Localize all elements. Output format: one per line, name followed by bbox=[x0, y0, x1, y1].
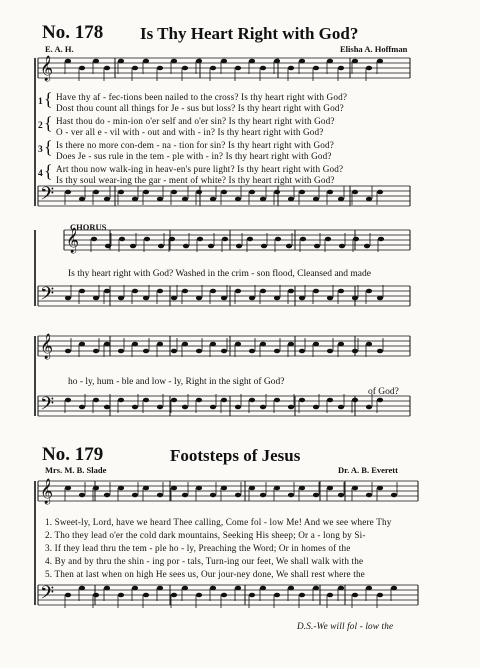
note-head bbox=[130, 244, 136, 249]
note-head bbox=[288, 586, 294, 591]
note-head bbox=[338, 493, 344, 498]
note-head bbox=[261, 244, 267, 249]
note-head bbox=[327, 296, 333, 301]
note-head bbox=[274, 349, 280, 354]
note-head bbox=[288, 493, 294, 498]
note-head bbox=[378, 237, 384, 242]
verse-number: 3 bbox=[38, 145, 43, 155]
note-head bbox=[171, 296, 177, 301]
note-head bbox=[132, 405, 138, 410]
note-head bbox=[196, 190, 202, 195]
note-head bbox=[196, 398, 202, 403]
note-head bbox=[104, 197, 110, 202]
note-head bbox=[93, 349, 99, 354]
note-head bbox=[105, 244, 111, 249]
note-head bbox=[352, 398, 358, 403]
note-head bbox=[327, 190, 333, 195]
note-head bbox=[157, 197, 163, 202]
note-head bbox=[143, 593, 149, 598]
treble-clef-icon: 𝄞 bbox=[40, 334, 54, 359]
note-head bbox=[221, 59, 227, 64]
note-head bbox=[65, 59, 71, 64]
note-head bbox=[132, 342, 138, 347]
note-head bbox=[235, 289, 241, 294]
note-head bbox=[235, 493, 241, 498]
note-head bbox=[65, 349, 71, 354]
note-head bbox=[288, 197, 294, 202]
note-head bbox=[352, 59, 358, 64]
note-head bbox=[288, 342, 294, 347]
note-head bbox=[210, 342, 216, 347]
note-head bbox=[143, 349, 149, 354]
note-head bbox=[377, 593, 383, 598]
note-head bbox=[377, 349, 383, 354]
note-head bbox=[327, 59, 333, 64]
note-head bbox=[352, 296, 358, 301]
note-head bbox=[249, 190, 255, 195]
note-head bbox=[104, 586, 110, 591]
note-head bbox=[366, 197, 372, 202]
note-head bbox=[274, 486, 280, 491]
note-head bbox=[132, 586, 138, 591]
note-head bbox=[65, 398, 71, 403]
verse-line: Hast thou do - min-ion o'er self and o'er sin? Is thy heart right with God? bbox=[56, 116, 335, 126]
bass-clef-icon: 𝄢 bbox=[40, 583, 55, 608]
note-head bbox=[104, 493, 110, 498]
note-head bbox=[210, 289, 216, 294]
treble-clef-icon: 𝄞 bbox=[40, 56, 54, 81]
note-head bbox=[93, 593, 99, 598]
note-head bbox=[93, 190, 99, 195]
verse-line: 2. Tho they lead o'er the cold dark mountains, Seeking His sheep; Or a - long by Si- bbox=[45, 530, 366, 540]
treble-clef-icon: 𝄞 bbox=[40, 479, 54, 504]
note-head bbox=[171, 59, 177, 64]
note-head bbox=[182, 197, 188, 202]
note-head bbox=[299, 190, 305, 195]
note-head bbox=[210, 405, 216, 410]
note-head bbox=[364, 244, 370, 249]
note-head bbox=[171, 349, 177, 354]
verse-line: 3. If they lead thru the tem - ple ho - ly, Preaching the Word; Or in homes of the bbox=[45, 543, 351, 553]
note-head bbox=[65, 190, 71, 195]
note-head bbox=[249, 486, 255, 491]
note-head bbox=[274, 190, 280, 195]
note-head bbox=[236, 244, 242, 249]
note-head bbox=[235, 197, 241, 202]
verse-brace: { bbox=[44, 89, 53, 109]
note-head bbox=[118, 486, 124, 491]
note-head bbox=[299, 593, 305, 598]
note-head bbox=[132, 493, 138, 498]
note-head bbox=[299, 349, 305, 354]
note-head bbox=[93, 59, 99, 64]
note-head bbox=[249, 398, 255, 403]
note-head bbox=[210, 493, 216, 498]
verse-line: Dost thou count all things for Je - sus but loss? Is thy heart right with God? bbox=[56, 103, 344, 113]
note-head bbox=[208, 244, 214, 249]
note-head bbox=[104, 342, 110, 347]
note-head bbox=[377, 59, 383, 64]
note-head bbox=[352, 190, 358, 195]
note-head bbox=[65, 296, 71, 301]
note-head bbox=[235, 342, 241, 347]
note-head bbox=[313, 66, 319, 71]
note-head bbox=[260, 493, 266, 498]
note-head bbox=[288, 289, 294, 294]
composer-credit: Dr. A. B. Everett bbox=[338, 465, 398, 475]
note-head bbox=[210, 66, 216, 71]
note-head bbox=[235, 405, 241, 410]
note-head bbox=[144, 237, 150, 242]
note-head bbox=[260, 289, 266, 294]
note-head bbox=[221, 398, 227, 403]
chorus-echo: of God? bbox=[368, 387, 399, 397]
note-head bbox=[171, 593, 177, 598]
note-head bbox=[352, 349, 358, 354]
note-head bbox=[391, 493, 397, 498]
note-head bbox=[249, 349, 255, 354]
note-head bbox=[366, 66, 372, 71]
note-head bbox=[221, 593, 227, 598]
verse-line: Is there no more con-dem - na - tion for sin? Is thy heart right with God? bbox=[56, 140, 334, 150]
bass-clef-icon: 𝄢 bbox=[40, 394, 55, 419]
hymn-number: No. 178 bbox=[42, 22, 104, 43]
note-head bbox=[157, 289, 163, 294]
verse-number: 4 bbox=[38, 169, 43, 179]
note-head bbox=[157, 493, 163, 498]
note-head bbox=[338, 289, 344, 294]
note-head bbox=[313, 197, 319, 202]
note-head bbox=[338, 66, 344, 71]
note-head bbox=[158, 244, 164, 249]
note-head bbox=[221, 296, 227, 301]
note-head bbox=[197, 237, 203, 242]
note-head bbox=[118, 296, 124, 301]
note-head bbox=[132, 197, 138, 202]
note-head bbox=[338, 405, 344, 410]
note-head bbox=[196, 296, 202, 301]
note-head bbox=[299, 398, 305, 403]
note-head bbox=[169, 237, 175, 242]
note-head bbox=[377, 190, 383, 195]
note-head bbox=[182, 405, 188, 410]
verse-line: Have thy af - fec-tions been nailed to the cross? Is thy heart right with God? bbox=[56, 92, 348, 102]
verse-line: O - ver all e - vil with - out and with - in? Is thy heart right with God? bbox=[56, 127, 324, 137]
note-head bbox=[260, 405, 266, 410]
note-head bbox=[182, 493, 188, 498]
note-head bbox=[157, 586, 163, 591]
note-head bbox=[288, 66, 294, 71]
note-head bbox=[377, 486, 383, 491]
note-head bbox=[221, 486, 227, 491]
verse-brace: { bbox=[44, 113, 53, 133]
chorus-label: CHORUS bbox=[70, 222, 107, 232]
note-head bbox=[327, 593, 333, 598]
verse-line: Is thy soul wear-ing the gar - ment of white? Is thy heart right with God? bbox=[56, 175, 335, 185]
note-head bbox=[143, 486, 149, 491]
verse-number: 2 bbox=[38, 121, 43, 131]
note-head bbox=[260, 66, 266, 71]
ds-text: D.S.-We will fol - low the bbox=[297, 621, 394, 631]
note-head bbox=[143, 190, 149, 195]
note-head bbox=[249, 296, 255, 301]
note-head bbox=[338, 342, 344, 347]
note-head bbox=[119, 237, 125, 242]
note-head bbox=[299, 59, 305, 64]
note-head bbox=[132, 66, 138, 71]
note-head bbox=[118, 398, 124, 403]
note-head bbox=[339, 244, 345, 249]
note-head bbox=[143, 398, 149, 403]
note-head bbox=[391, 586, 397, 591]
note-head bbox=[171, 486, 177, 491]
note-head bbox=[300, 237, 306, 242]
note-head bbox=[157, 66, 163, 71]
note-head bbox=[104, 66, 110, 71]
note-head bbox=[196, 486, 202, 491]
note-head bbox=[182, 66, 188, 71]
note-head bbox=[79, 289, 85, 294]
note-head bbox=[366, 493, 372, 498]
chorus-lyric-line: ho - ly, hum - ble and low - ly, Right in the sight of God? bbox=[68, 377, 285, 387]
note-head bbox=[275, 237, 281, 242]
note-head bbox=[313, 586, 319, 591]
note-head bbox=[118, 593, 124, 598]
note-head bbox=[286, 244, 292, 249]
composer-credit: Elisha A. Hoffman bbox=[340, 44, 408, 54]
note-head bbox=[377, 296, 383, 301]
bass-clef-icon: 𝄢 bbox=[40, 284, 55, 309]
note-head bbox=[93, 486, 99, 491]
note-head bbox=[196, 59, 202, 64]
note-head bbox=[327, 349, 333, 354]
note-head bbox=[91, 237, 97, 242]
note-head bbox=[222, 237, 228, 242]
hymn-number: No. 179 bbox=[42, 444, 104, 465]
note-head bbox=[132, 289, 138, 294]
hymn-title: Is Thy Heart Right with God? bbox=[140, 24, 359, 43]
note-head bbox=[93, 398, 99, 403]
note-head bbox=[274, 296, 280, 301]
note-head bbox=[274, 59, 280, 64]
note-head bbox=[313, 289, 319, 294]
lyricist-credit: E. A. H. bbox=[45, 44, 74, 54]
note-head bbox=[196, 349, 202, 354]
note-head bbox=[104, 289, 110, 294]
note-head bbox=[338, 197, 344, 202]
note-head bbox=[274, 593, 280, 598]
note-head bbox=[235, 66, 241, 71]
note-head bbox=[104, 405, 110, 410]
note-head bbox=[79, 66, 85, 71]
note-head bbox=[182, 586, 188, 591]
note-head bbox=[325, 237, 331, 242]
lyricist-credit: Mrs. M. B. Slade bbox=[45, 465, 107, 475]
note-head bbox=[65, 486, 71, 491]
note-head bbox=[182, 342, 188, 347]
note-head bbox=[210, 197, 216, 202]
note-head bbox=[65, 593, 71, 598]
note-head bbox=[183, 244, 189, 249]
note-head bbox=[366, 289, 372, 294]
note-head bbox=[93, 296, 99, 301]
note-head bbox=[143, 296, 149, 301]
note-head bbox=[79, 197, 85, 202]
note-head bbox=[249, 593, 255, 598]
verse-number: 1 bbox=[38, 97, 43, 107]
note-head bbox=[79, 342, 85, 347]
note-head bbox=[249, 59, 255, 64]
note-head bbox=[210, 586, 216, 591]
note-head bbox=[143, 59, 149, 64]
note-head bbox=[221, 349, 227, 354]
note-head bbox=[353, 237, 359, 242]
note-head bbox=[260, 342, 266, 347]
note-head bbox=[377, 398, 383, 403]
verse-line: Does Je - sus rule in the tem - ple with - in? Is thy heart right with God? bbox=[56, 151, 332, 161]
verse-brace: { bbox=[44, 137, 53, 157]
note-head bbox=[366, 342, 372, 347]
note-head bbox=[171, 398, 177, 403]
note-head bbox=[196, 593, 202, 598]
verse-brace: { bbox=[44, 161, 53, 181]
note-head bbox=[313, 342, 319, 347]
note-head bbox=[274, 398, 280, 403]
chorus-lyric-line: Is thy heart right with God? Washed in the crim - son flood, Cleansed and made bbox=[68, 269, 371, 279]
note-head bbox=[157, 342, 163, 347]
note-head bbox=[79, 405, 85, 410]
bass-clef-icon: 𝄢 bbox=[40, 184, 55, 209]
note-head bbox=[338, 586, 344, 591]
verse-line: 1. Sweet-ly, Lord, have we heard Thee calling, Come fol - low Me! And we see where Thy bbox=[45, 517, 392, 527]
verse-line: Art thou now walk-ing in heav-en's pure light? Is thy heart right with God? bbox=[56, 164, 344, 174]
note-head bbox=[313, 493, 319, 498]
note-head bbox=[118, 190, 124, 195]
note-head bbox=[79, 586, 85, 591]
note-head bbox=[366, 586, 372, 591]
note-head bbox=[299, 296, 305, 301]
note-head bbox=[327, 398, 333, 403]
note-head bbox=[366, 405, 372, 410]
note-head bbox=[352, 593, 358, 598]
note-head bbox=[118, 59, 124, 64]
note-head bbox=[260, 586, 266, 591]
note-head bbox=[313, 405, 319, 410]
note-head bbox=[327, 486, 333, 491]
verse-line: 4. By and by thru the shin - ing por - tals, Turn-ing our feet, We shall walk with the bbox=[45, 556, 364, 566]
note-head bbox=[118, 349, 124, 354]
note-head bbox=[288, 405, 294, 410]
note-head bbox=[235, 586, 241, 591]
note-head bbox=[299, 486, 305, 491]
note-head bbox=[221, 190, 227, 195]
note-head bbox=[157, 405, 163, 410]
verse-line: 5. Then at last when on high He sees us, Our jour-ney done, We shall rest where the bbox=[45, 569, 365, 579]
note-head bbox=[260, 197, 266, 202]
note-head bbox=[171, 190, 177, 195]
note-head bbox=[352, 486, 358, 491]
note-head bbox=[79, 493, 85, 498]
note-head bbox=[314, 244, 320, 249]
note-head bbox=[182, 289, 188, 294]
hymn-title: Footsteps of Jesus bbox=[170, 446, 301, 465]
treble-clef-icon: 𝄞 bbox=[66, 228, 80, 253]
note-head bbox=[247, 237, 253, 242]
